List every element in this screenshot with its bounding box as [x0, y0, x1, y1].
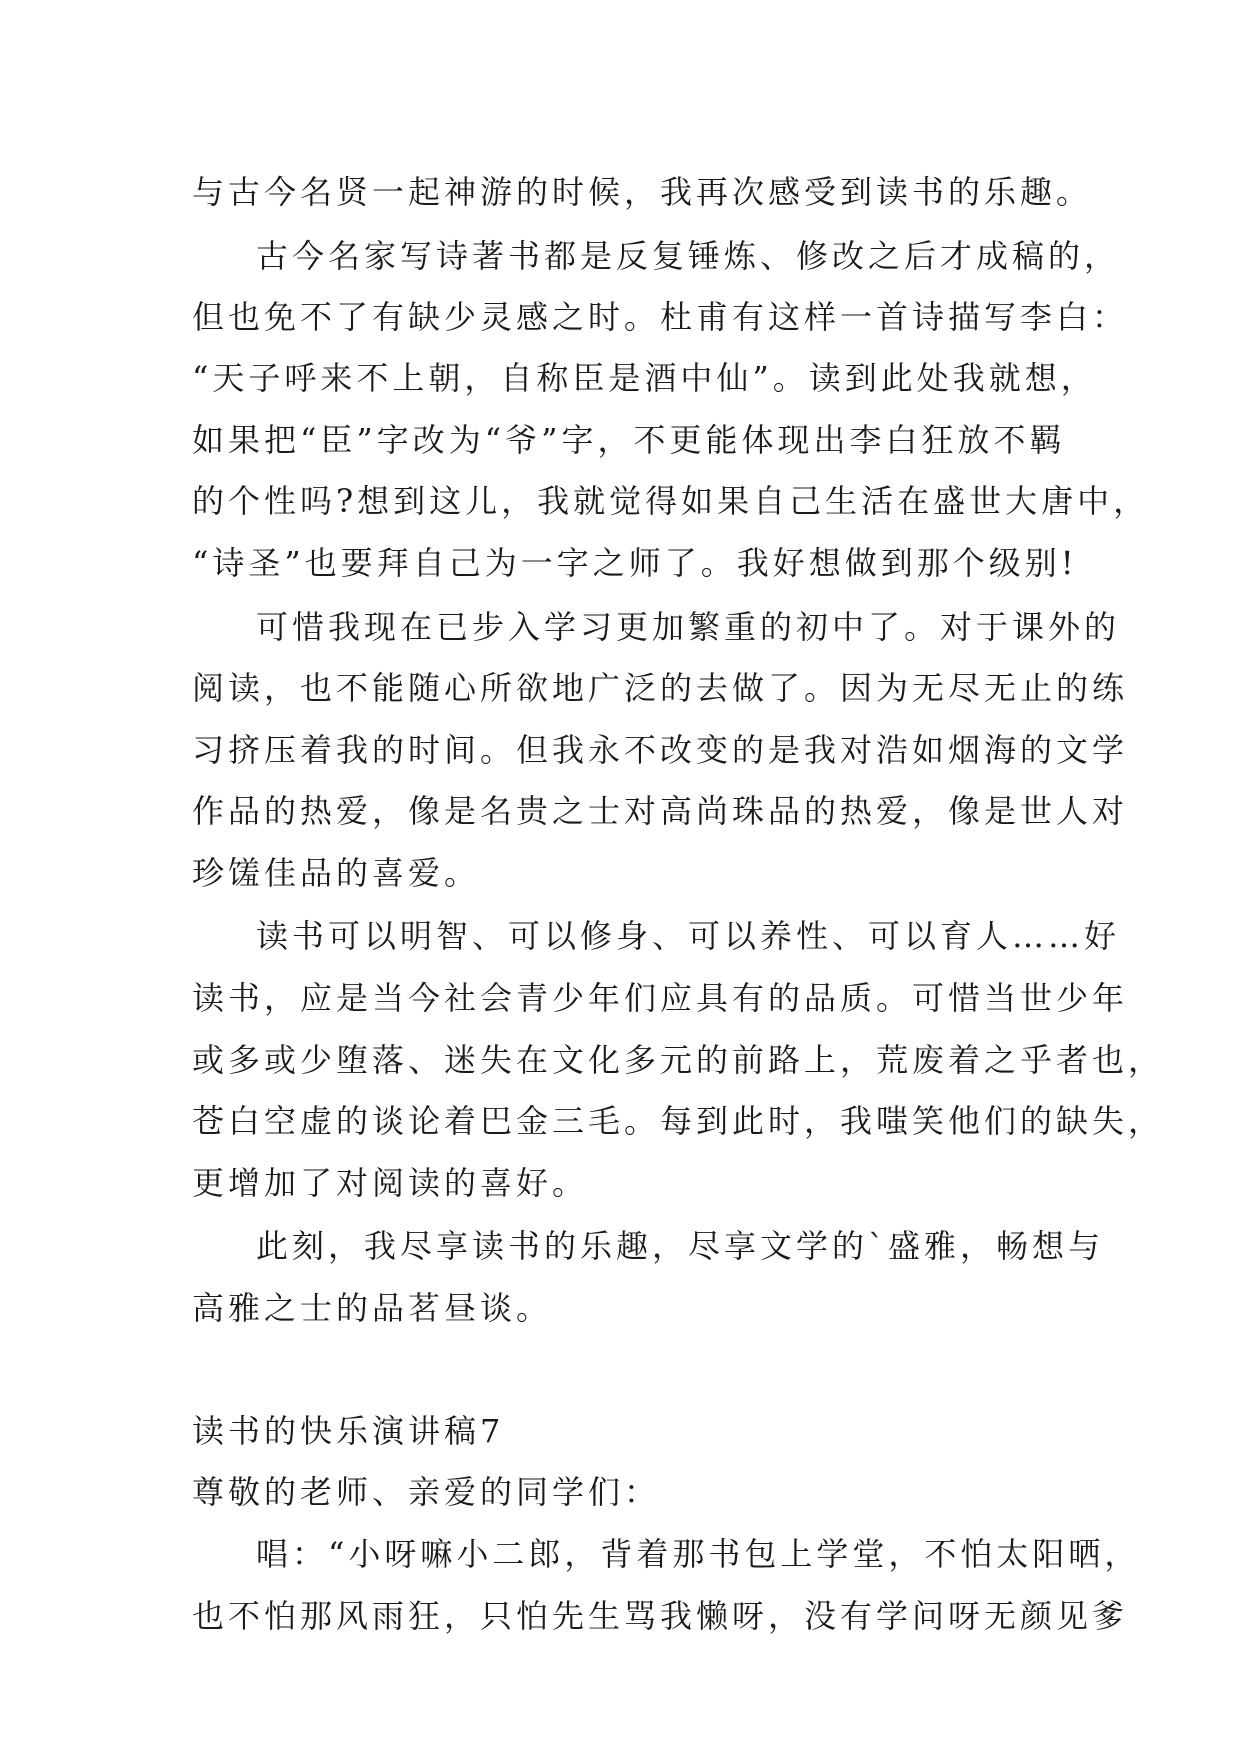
text-line: 但也免不了有缺少灵感之时。杜甫有这样一首诗描写李白：: [192, 298, 1129, 336]
text-line: 如果把“臣”字改为“爷”字，不更能体现出李白狂放不羁: [192, 421, 1066, 459]
text-line: 也不怕那风雨狂，只怕先生骂我懒呀，没有学问呀无颜见爹: [192, 1597, 1129, 1635]
text-line: 古今名家写诗著书都是反复锤炼、修改之后才成稿的，: [256, 237, 1121, 275]
text-line: 或多或少堕落、迷失在文化多元的前路上，荒废着之乎者也，: [192, 1041, 1165, 1079]
text-line: 高雅之士的品茗昼谈。: [192, 1289, 553, 1327]
text-line: 作品的热爱，像是名贵之士对高尚珠品的热爱，像是世人对: [192, 792, 1129, 830]
text-line: 可惜我现在已步入学习更加繁重的初中了。对于课外的: [256, 608, 1121, 646]
text-line: 此刻，我尽享读书的乐趣，尽享文学的`盛雅，畅想与: [256, 1227, 1105, 1265]
text-line: 读书可以明智、可以修身、可以养性、可以育人……好: [256, 917, 1121, 955]
text-line: “诗圣”也要拜自己为一字之师了。我好想做到那个级别!: [192, 544, 1078, 582]
text-line: 苍白空虚的谈论着巴金三毛。每到此时，我嗤笑他们的缺失，: [192, 1102, 1165, 1140]
text-line: 的个性吗?想到这儿，我就觉得如果自己生活在盛世大唐中，: [192, 482, 1150, 520]
salutation: 尊敬的老师、亲爱的同学们：: [192, 1473, 661, 1511]
text-line: 更增加了对阅读的喜好。: [192, 1164, 589, 1202]
text-line: 习挤压着我的时间。但我永不改变的是我对浩如烟海的文学: [192, 731, 1129, 769]
text-line: 与古今名贤一起神游的时候，我再次感受到读书的乐趣。: [192, 173, 1093, 211]
section-heading: 读书的快乐演讲稿7: [192, 1412, 505, 1450]
text-line: 珍馐佳品的喜爱。: [192, 854, 481, 892]
text-line: 阅读，也不能随心所欲地广泛的去做了。因为无尽无止的练: [192, 669, 1129, 707]
text-line: 唱：“小呀嘛小二郎，背着那书包上学堂，不怕太阳晒，: [256, 1535, 1141, 1573]
text-line: 读书，应是当今社会青少年们应具有的品质。可惜当世少年: [192, 979, 1129, 1017]
text-line: “天子呼来不上朝，自称臣是酒中仙”。读到此处我就想，: [192, 359, 1097, 397]
